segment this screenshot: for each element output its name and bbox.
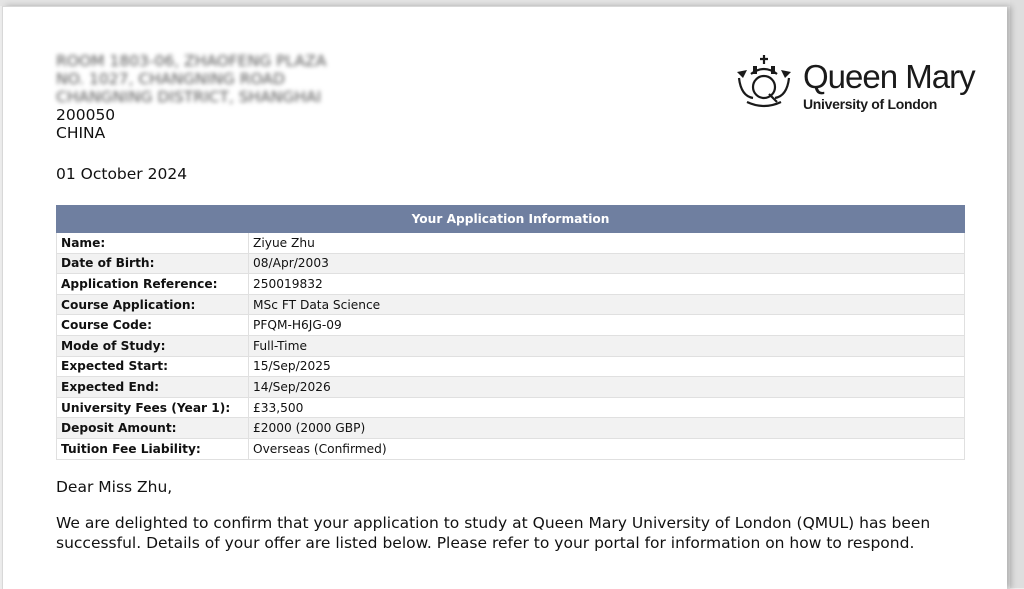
row-value: Ziyue Zhu [249, 233, 965, 254]
salutation: Dear Miss Zhu, [56, 478, 173, 496]
row-value: 15/Sep/2025 [249, 356, 965, 377]
window-right-edge [1010, 0, 1024, 588]
table-header: Your Application Information [57, 206, 965, 233]
address-country: CHINA [56, 124, 106, 142]
qmul-logo [733, 52, 973, 122]
row-value: Full-Time [249, 335, 965, 356]
table-row [57, 438, 965, 459]
address-city: SHANGHAI [238, 88, 322, 106]
row-label: University Fees (Year 1): [57, 397, 249, 418]
row-label: Course Code: [57, 315, 249, 336]
row-value: PFQM-H6JG-09 [249, 315, 965, 336]
table-row [57, 274, 965, 295]
row-value: 250019832 [249, 274, 965, 295]
address-line-3 [56, 88, 326, 106]
table-row [57, 356, 965, 377]
address-line-1: ROOM 1803-06, ZHAOFENG PLAZA [56, 52, 327, 70]
row-label: Application Reference: [57, 274, 249, 295]
row-label: Tuition Fee Liability: [57, 438, 249, 459]
table-row [57, 315, 965, 336]
row-label: Course Application: [57, 294, 249, 315]
table-row [57, 294, 965, 315]
row-label: Expected Start: [57, 356, 249, 377]
row-value: MSc FT Data Science [249, 294, 965, 315]
table-row [57, 253, 965, 274]
address-line-2: NO. 1027, CHANGNING ROAD [56, 70, 285, 88]
letter-date: 01 October 2024 [56, 165, 188, 183]
row-value: 08/Apr/2003 [249, 253, 965, 274]
table-row [57, 233, 965, 254]
crown-shield-icon [733, 52, 795, 110]
table-row [57, 397, 965, 418]
row-value: £2000 (2000 GBP) [249, 418, 965, 439]
address-postcode: 200050 [56, 106, 116, 124]
logo-name: Queen Mary [803, 58, 975, 95]
row-label: Name: [57, 233, 249, 254]
recipient-address [56, 52, 326, 142]
address-district: CHANGNING DISTRICT, [56, 88, 234, 106]
row-label: Mode of Study: [57, 335, 249, 356]
row-value: Overseas (Confirmed) [249, 438, 965, 459]
table-row [57, 335, 965, 356]
table-row [57, 418, 965, 439]
row-label: Date of Birth: [57, 253, 249, 274]
row-value: £33,500 [249, 397, 965, 418]
row-value: 14/Sep/2026 [249, 377, 965, 398]
logo-subtitle: University of London [803, 96, 938, 112]
table-row [57, 377, 965, 398]
body-paragraph: We are delighted to confirm that your application to study at Queen Mary University of London (QMUL) has been successful. Details of your offer are listed below. Please refer to your portal for information on how to respond. [56, 514, 931, 552]
application-info-table [56, 205, 965, 460]
row-label: Expected End: [57, 377, 249, 398]
row-label: Deposit Amount: [57, 418, 249, 439]
